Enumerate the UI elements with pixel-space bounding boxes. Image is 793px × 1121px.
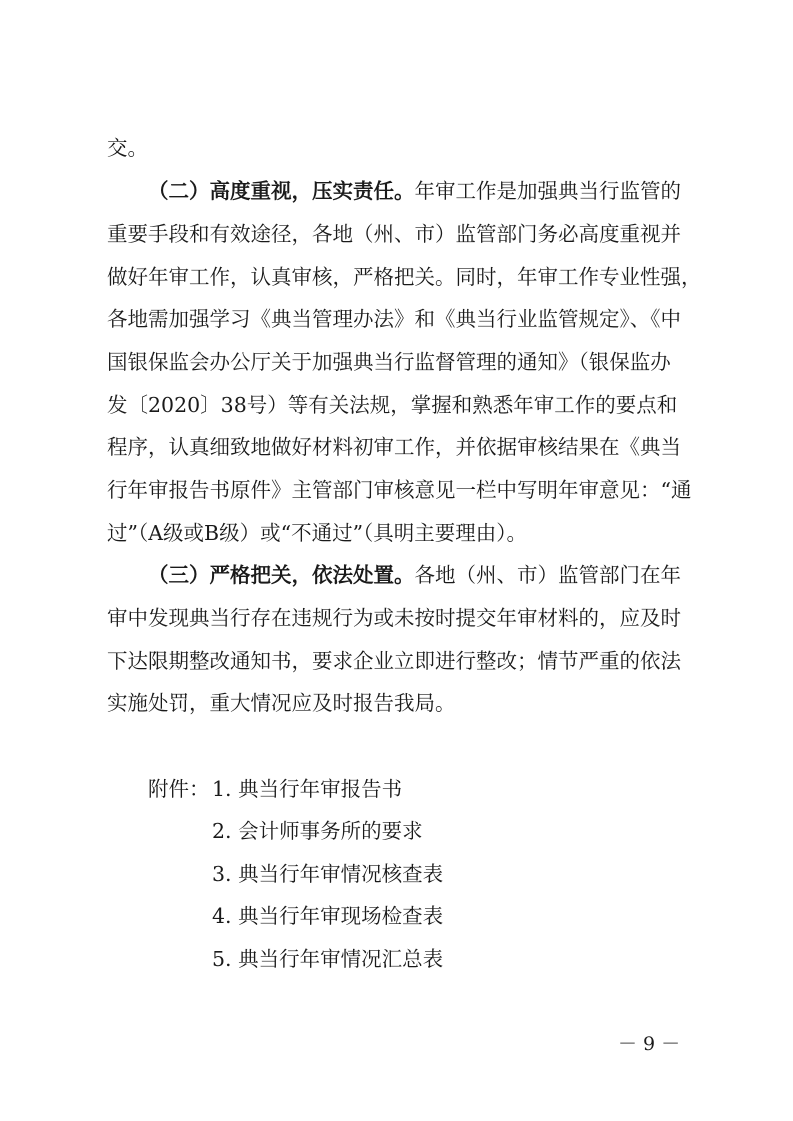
- section-3-line: 审中发现典当行存在违规行为或未按时提交年审材料的，应及时: [107, 606, 681, 630]
- section-2-line: 做好年审工作，认真审核，严格把关。同时，年审工作专业性强，: [107, 265, 702, 289]
- section-2-line: 发〔2020〕38号）等有关法规，掌握和熟悉年审工作的要点和: [107, 393, 678, 417]
- attachments-label: 附件：: [148, 777, 210, 801]
- attachment-item: 3. 典当行年审情况核查表: [212, 862, 444, 886]
- section-2-line: 程序，认真细致地做好材料初审工作，并依据审核结果在《典当: [107, 435, 681, 459]
- attachment-item: 1. 典当行年审报告书: [212, 777, 403, 801]
- section-3-heading: （三）严格把关，依法处置。: [148, 563, 415, 587]
- attachment-item: 2. 会计师事务所的要求: [212, 819, 423, 843]
- section-2-line: 国银保监会办公厅关于加强典当行监督管理的通知》（银保监办: [107, 350, 671, 374]
- section-3-text: 各地（州、市）监管部门在年: [414, 563, 681, 587]
- section-2-line: 各地需加强学习《典当管理办法》和《典当行业监管规定》、《中: [107, 307, 681, 331]
- page-number: － 9 －: [618, 1033, 681, 1055]
- section-2-line: 重要手段和有效途径，各地（州、市）监管部门务必高度重视并: [107, 222, 681, 246]
- attachment-item: 5. 典当行年审情况汇总表: [212, 947, 444, 971]
- section-2-text: 年审工作是加强典当行监管的: [414, 179, 681, 203]
- attachment-item: 4. 典当行年审现场检查表: [212, 904, 444, 928]
- section-3-line: 下达限期整改通知书，要求企业立即进行整改；情节严重的依法: [107, 649, 681, 673]
- section-2-line: 过”（A级或B级）或“不通过”（具明主要理由）。: [107, 521, 528, 545]
- section-2-heading: （二）高度重视，压实责任。: [148, 179, 415, 203]
- section-2-first-line: [148, 176, 681, 206]
- section-3-first-line: [148, 560, 681, 590]
- paragraph-continuation: 交。: [107, 136, 148, 160]
- section-3-line: 实施处罚，重大情况应及时报告我局。: [107, 691, 456, 715]
- section-2-line: 行年审报告书原件》主管部门审核意见一栏中写明年审意见：“通: [107, 478, 692, 502]
